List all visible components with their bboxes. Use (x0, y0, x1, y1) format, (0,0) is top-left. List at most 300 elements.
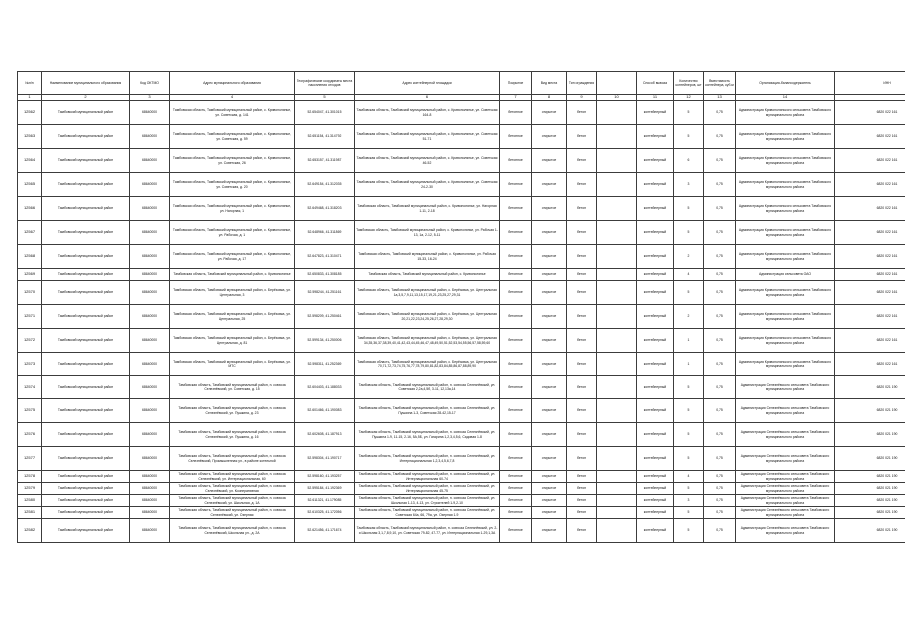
blank-cell (597, 173, 637, 197)
municipality-address: Тамбовская область, Тамбовский муниципальный район, с. Кривополянье, ул. Советская, д. 59 (170, 125, 295, 149)
surface: бетонное (500, 101, 532, 125)
row-number: 12582 (18, 519, 42, 543)
table-row (18, 471, 905, 483)
site-address: Тамбовская область, Тамбовский муниципальный район, с. Кривополянье, ул. Советская 46-52 (355, 149, 500, 173)
container-count: 5 (674, 125, 704, 149)
container-volume: 0,75 (704, 281, 736, 305)
site-address: Тамбовская область, Тамбовский муниципальный район, с. Кривополянье, ул. Советская 164-8 (355, 101, 500, 125)
fence-type: бетон (567, 245, 597, 269)
site-type: открытое (532, 101, 567, 125)
balance-holder: Администрация Кривополянского сельсовета Тамбовского муниципального района (736, 221, 835, 245)
blank-cell (597, 507, 637, 519)
site-type: открытое (532, 269, 567, 281)
municipality-address: Тамбовская область, Тамбовский муниципальный район, п. совхоза Селезнёвский, ул. Кооперативная (170, 483, 295, 495)
inn-code: 6820 021 190 (835, 519, 905, 543)
table-row (18, 495, 905, 507)
site-address: Тамбовская область, Тамбовский муниципальный район, п. совхоза Селезнёвский, ул. Пушкина 1-3, Советская 28-42,15-17 (355, 399, 500, 423)
header-cell: Наименование муниципального образования (42, 72, 130, 95)
oktmo-code: 68640000 (130, 269, 170, 281)
municipality: Тамбовский муниципальный район (42, 101, 130, 125)
column-number: 3 (130, 95, 170, 101)
balance-holder: Администрация Селезнёвского сельсовета Тамбовского муниципального района (736, 483, 835, 495)
column-number: 7 (500, 95, 532, 101)
balance-holder: Администрация Селезнёвского сельсовета Тамбовского муниципального района (736, 507, 835, 519)
container-count: 1 (674, 353, 704, 376)
coordinates: 52.598160, 41.193257 (295, 471, 355, 483)
oktmo-code: 68640000 (130, 281, 170, 305)
column-number: 11 (637, 95, 674, 101)
blank-cell (597, 125, 637, 149)
column-number: 10 (597, 95, 637, 101)
inn-code: 6820 021 190 (835, 507, 905, 519)
column-number: 14 (736, 95, 835, 101)
fence-type: бетон (567, 399, 597, 423)
table-row (18, 149, 905, 173)
row-number: 12567 (18, 221, 42, 245)
container-volume: 0,75 (704, 495, 736, 507)
coordinates: 52.654047, 41.301015 (295, 101, 355, 125)
inn-code: 6820 022 161 (835, 305, 905, 329)
oktmo-code: 68640000 (130, 507, 170, 519)
container-count: 4 (674, 471, 704, 483)
site-address: Тамбовская область, Тамбовский муниципальный район, с. Берёзовка, ул. Центральная 70,71,72,73,74,75,76,77,78,79,80,81,82,83,84,85,86,87,88,89,90 (355, 353, 500, 376)
column-number: 8 (532, 95, 567, 101)
fence-type: бетон (567, 495, 597, 507)
municipality-address: Тамбовская область, Тамбовский муниципальный район, п. совхоза Селезнёвский, ул. Пушкина, д. 16 (170, 423, 295, 447)
coordinates: 52.649154, 41.312035 (295, 173, 355, 197)
oktmo-code: 68640000 (130, 376, 170, 399)
blank-cell (597, 423, 637, 447)
balance-holder: Администрация сельсовета ОАО (736, 269, 835, 281)
municipality: Тамбовский муниципальный район (42, 495, 130, 507)
municipality: Тамбовский муниципальный район (42, 447, 130, 471)
collection-method: контейнерный (637, 269, 674, 281)
oktmo-code: 68640000 (130, 471, 170, 483)
site-address: Тамбовская область, Тамбовский муниципальный район, с. Кривополянье, ул. Нагорная 1-11, 2-18 (355, 197, 500, 221)
municipality-address: Тамбовская область, Тамбовский муниципальный район, с. Кривополянье, ул. Советская, 26 (170, 149, 295, 173)
site-type: открытое (532, 483, 567, 495)
site-type: открытое (532, 471, 567, 483)
blank-cell (597, 245, 637, 269)
oktmo-code: 68640000 (130, 125, 170, 149)
site-type: открытое (532, 447, 567, 471)
row-number: 12577 (18, 447, 42, 471)
blank-cell (597, 519, 637, 543)
site-address: Тамбовская область, Тамбовский муниципальный район, с. Кривополянье, ул. Рабочая 1-13, 1а, 2-12, 5-11 (355, 221, 500, 245)
site-address: Тамбовская область, Тамбовский муниципальный район, п. совхоза Селезнёвский, ул. Интернациональная 1,2,3,4,5,6,7,8 (355, 447, 500, 471)
balance-holder: Администрация Селезнёвского сельсовета Тамбовского муниципального района (736, 447, 835, 471)
fence-type: бетон (567, 197, 597, 221)
collection-method: контейнерный (637, 305, 674, 329)
oktmo-code: 68640000 (130, 399, 170, 423)
blank-cell (597, 471, 637, 483)
header-cell: №п/п (18, 72, 42, 95)
container-count: 5 (674, 423, 704, 447)
coordinates: 52.602608, 41.187913 (295, 423, 355, 447)
coordinates: 52.649468, 41.318203 (295, 197, 355, 221)
site-type: открытое (532, 329, 567, 353)
site-type: открытое (532, 221, 567, 245)
coordinates: 52.650833, 41.308185 (295, 269, 355, 281)
coordinates: 52.647823, 41.310471 (295, 245, 355, 269)
collection-method: контейнерный (637, 399, 674, 423)
container-volume: 0,75 (704, 173, 736, 197)
site-address: Тамбовская область, Тамбовский муниципальный район, с. Кривополянье, ул. Рабочая 15-33, 16-24 (355, 245, 500, 269)
collection-method: контейнерный (637, 483, 674, 495)
site-address: Тамбовская область, Тамбовский муниципальный район, п. совхоза Селезнёвский, ул. Школьная 1-13, 4-13, ул. Строителей 1-9,2-10 (355, 495, 500, 507)
container-count: 5 (674, 447, 704, 471)
container-volume: 0,75 (704, 221, 736, 245)
balance-holder: Администрация Кривополянского сельсовета Тамбовского муниципального района (736, 245, 835, 269)
column-number: 4 (170, 95, 295, 101)
surface: бетонное (500, 281, 532, 305)
fence-type: бетон (567, 269, 597, 281)
surface: бетонное (500, 507, 532, 519)
oktmo-code: 68640000 (130, 173, 170, 197)
fence-type: бетон (567, 447, 597, 471)
container-count: 3 (674, 173, 704, 197)
row-number: 12578 (18, 471, 42, 483)
table-row (18, 173, 905, 197)
container-count: 5 (674, 281, 704, 305)
coordinates: 52.648966, 41.311869 (295, 221, 355, 245)
municipality: Тамбовский муниципальный район (42, 197, 130, 221)
fence-type: бетон (567, 519, 597, 543)
surface: бетонное (500, 423, 532, 447)
container-volume: 0,75 (704, 101, 736, 125)
blank-cell (597, 149, 637, 173)
municipality-address: Тамбовская область, Тамбовский муниципальный район, п. совхоза Селезнёвский, ул. Школьная, д. 1А (170, 495, 295, 507)
surface: бетонное (500, 245, 532, 269)
row-number: 12575 (18, 399, 42, 423)
container-volume: 0,75 (704, 329, 736, 353)
table-row (18, 519, 905, 543)
table-body (18, 101, 905, 543)
inn-code: 6820 022 161 (835, 173, 905, 197)
row-number: 12574 (18, 376, 42, 399)
oktmo-code: 68640000 (130, 329, 170, 353)
container-count: 5 (674, 101, 704, 125)
oktmo-code: 68640000 (130, 197, 170, 221)
site-address: Тамбовская область, Тамбовский муниципальный район, п. совхоза Селезнёвский, ул. Советская 64а, 66, 79а, ул. Озерная 1-9 (355, 507, 500, 519)
municipality: Тамбовский муниципальный район (42, 423, 130, 447)
surface: бетонное (500, 173, 532, 197)
table-row (18, 305, 905, 329)
inn-code: 6820 021 190 (835, 483, 905, 495)
municipality: Тамбовский муниципальный район (42, 519, 130, 543)
surface: бетонное (500, 125, 532, 149)
site-type: открытое (532, 423, 567, 447)
row-number: 12573 (18, 353, 42, 376)
oktmo-code: 68640000 (130, 353, 170, 376)
container-count: 6 (674, 149, 704, 173)
municipality-address: Тамбовская область, Тамбовский муниципальный район, с. Кривополянье, ул. Нагорная, 1 (170, 197, 295, 221)
registry-table (17, 71, 905, 543)
balance-holder: Администрация Селезнёвского сельсовета Тамбовского муниципального района (736, 495, 835, 507)
oktmo-code: 68640000 (130, 495, 170, 507)
site-type: открытое (532, 245, 567, 269)
table-row (18, 447, 905, 471)
inn-code: 6820 022 161 (835, 149, 905, 173)
collection-method: контейнерный (637, 495, 674, 507)
inn-code: 6820 022 161 (835, 101, 905, 125)
container-volume: 0,75 (704, 519, 736, 543)
inn-code: 6820 022 161 (835, 329, 905, 353)
inn-code: 6820 022 161 (835, 125, 905, 149)
site-address: Тамбовская область, Тамбовский муниципальный район, с. Кривополянье (355, 269, 500, 281)
surface: бетонное (500, 353, 532, 376)
container-volume: 0,75 (704, 423, 736, 447)
fence-type: бетон (567, 125, 597, 149)
coordinates: 52.621456, 41.171674 (295, 519, 355, 543)
container-count: 4 (674, 269, 704, 281)
municipality: Тамбовский муниципальный район (42, 305, 130, 329)
blank-cell (597, 221, 637, 245)
coordinates: 52.611321, 41.179085 (295, 495, 355, 507)
table-row (18, 245, 905, 269)
collection-method: контейнерный (637, 245, 674, 269)
container-volume: 0,75 (704, 353, 736, 376)
row-number: 12563 (18, 125, 42, 149)
row-number: 12580 (18, 495, 42, 507)
coordinates: 52.601466, 41.190083 (295, 399, 355, 423)
header-cell: Географические координаты места накопления отходов (295, 72, 355, 95)
surface: бетонное (500, 447, 532, 471)
table-row (18, 507, 905, 519)
surface: бетонное (500, 471, 532, 483)
municipality-address: Тамбовская область, Тамбовский муниципальный район, п. совхоза Селезнёвский, ул. Пушкина, д. 23 (170, 399, 295, 423)
balance-holder: Администрация Селезнёвского сельсовета Тамбовского муниципального района (736, 423, 835, 447)
oktmo-code: 68640000 (130, 101, 170, 125)
municipality-address: Тамбовская область, Тамбовский муниципальный район, с. Кривополянье (170, 269, 295, 281)
oktmo-code: 68640000 (130, 149, 170, 173)
balance-holder: Администрация Кривополянского сельсовета Тамбовского муниципального района (736, 197, 835, 221)
balance-holder: Администрация Селезнёвского сельсовета Тамбовского муниципального района (736, 399, 835, 423)
coordinates: 52.653157, 41.311987 (295, 149, 355, 173)
municipality: Тамбовский муниципальный район (42, 149, 130, 173)
site-address: Тамбовская область, Тамбовский муниципальный район, с. Кривополянье, ул. Советская 51-71 (355, 125, 500, 149)
surface: бетонное (500, 376, 532, 399)
fence-type: бетон (567, 305, 597, 329)
surface: бетонное (500, 519, 532, 543)
container-volume: 0,75 (704, 447, 736, 471)
container-count: 5 (674, 197, 704, 221)
container-volume: 0,75 (704, 399, 736, 423)
fence-type: бетон (567, 101, 597, 125)
inn-code: 6820 022 161 (835, 269, 905, 281)
municipality-address: Тамбовская область, Тамбовский муниципальный район, п. совхоза Селезнёвский, Школьная ул., д. 2А (170, 519, 295, 543)
table-row (18, 329, 905, 353)
site-address: Тамбовская область, Тамбовский муниципальный район, п. совхоза Селезнёвский, ул. Советская 2,2а,4,5б, 3-11, 12,13а,14 (355, 376, 500, 399)
municipality: Тамбовский муниципальный район (42, 329, 130, 353)
blank-cell (597, 353, 637, 376)
collection-method: контейнерный (637, 221, 674, 245)
collection-method: контейнерный (637, 101, 674, 125)
municipality: Тамбовский муниципальный район (42, 483, 130, 495)
row-number: 12579 (18, 483, 42, 495)
site-type: открытое (532, 149, 567, 173)
municipality-address: Тамбовская область, Тамбовский муниципальный район, п. совхоза Селезнёвский, ул. Интернациональная, 60 (170, 471, 295, 483)
container-volume: 0,75 (704, 471, 736, 483)
site-type: открытое (532, 353, 567, 376)
inn-code: 6820 021 190 (835, 399, 905, 423)
oktmo-code: 68640000 (130, 483, 170, 495)
column-number: 12 (674, 95, 704, 101)
table-row (18, 269, 905, 281)
container-count: 2 (674, 305, 704, 329)
municipality: Тамбовский муниципальный район (42, 221, 130, 245)
municipality: Тамбовский муниципальный район (42, 245, 130, 269)
table-row (18, 221, 905, 245)
table-row (18, 281, 905, 305)
fence-type: бетон (567, 329, 597, 353)
collection-method: контейнерный (637, 329, 674, 353)
header-cell: Организация-балансодержатель (736, 72, 835, 95)
column-number: 2 (42, 95, 130, 101)
balance-holder: Администрация Селезнёвского сельсовета Тамбовского муниципального района (736, 376, 835, 399)
table-row (18, 353, 905, 376)
container-volume: 0,75 (704, 305, 736, 329)
oktmo-code: 68640000 (130, 305, 170, 329)
row-number: 12568 (18, 245, 42, 269)
oktmo-code: 68640000 (130, 245, 170, 269)
header-cell: Способ вывоза (637, 72, 674, 95)
column-number: 6 (355, 95, 500, 101)
collection-method: контейнерный (637, 519, 674, 543)
collection-method: контейнерный (637, 281, 674, 305)
site-address: Тамбовская область, Тамбовский муниципальный район, с. Берёзовка, ул. Центральная 20,21,22,23,24,25,26,27,28,29,30 (355, 305, 500, 329)
balance-holder: Администрация Селезнёвского сельсовета Тамбовского муниципального района (736, 519, 835, 543)
municipality-address: Тамбовская область, Тамбовский муниципальный район, с. Берёзовка, ул. Центральная, 25 (170, 305, 295, 329)
column-number: 5 (295, 95, 355, 101)
coordinates: 52.610325, 41.172056 (295, 507, 355, 519)
municipality-address: Тамбовская область, Тамбовский муниципальный район, с. Берёзовка, ул. Центральная, 3 (170, 281, 295, 305)
coordinates: 52.599134, 41.250006 (295, 329, 355, 353)
municipality-address: Тамбовская область, Тамбовский муниципальный район, с. Берёзовка, ул. Центральная, д. 81 (170, 329, 295, 353)
row-number: 12569 (18, 269, 42, 281)
collection-method: контейнерный (637, 173, 674, 197)
oktmo-code: 68640000 (130, 221, 170, 245)
municipality: Тамбовский муниципальный район (42, 269, 130, 281)
collection-method: контейнерный (637, 353, 674, 376)
inn-code: 6820 021 190 (835, 376, 905, 399)
fence-type: бетон (567, 483, 597, 495)
container-count: 5 (674, 483, 704, 495)
municipality-address: Тамбовская область, Тамбовский муниципальный район, с. Кривополянье, ул. Рабочая, д. 17 (170, 245, 295, 269)
site-type: открытое (532, 376, 567, 399)
row-number: 12571 (18, 305, 42, 329)
row-number: 12570 (18, 281, 42, 305)
fence-type: бетон (567, 353, 597, 376)
municipality-address: Тамбовская область, Тамбовский муниципальный район, с. Кривополянье, ул. Рабочая, д. 1 (170, 221, 295, 245)
inn-code: 6820 022 161 (835, 281, 905, 305)
container-volume: 0,75 (704, 125, 736, 149)
fence-type: бетон (567, 221, 597, 245)
site-address: Тамбовская область, Тамбовский муниципальный район, с. Кривополянье, ул. Советская 24-2-30 (355, 173, 500, 197)
container-volume: 0,75 (704, 483, 736, 495)
row-number: 12566 (18, 197, 42, 221)
site-type: открытое (532, 507, 567, 519)
municipality: Тамбовский муниципальный район (42, 281, 130, 305)
site-address: Тамбовская область, Тамбовский муниципальный район, п. совхоза Селезнёвский, ул. 2-я Школьная 3,1,7,8,9,10, ул. Советская 79-82, 47-77, ул. Интернациональная 1-29,1,3А (355, 519, 500, 543)
collection-method: контейнерный (637, 125, 674, 149)
header-cell: Покрытие (500, 72, 532, 95)
table-row (18, 125, 905, 149)
collection-method: контейнерный (637, 507, 674, 519)
municipality: Тамбовский муниципальный район (42, 125, 130, 149)
inn-code: 6820 021 190 (835, 447, 905, 471)
header-cell: Адрес муниципального образования (170, 72, 295, 95)
oktmo-code: 68640000 (130, 423, 170, 447)
oktmo-code: 68640000 (130, 447, 170, 471)
blank-cell (597, 197, 637, 221)
header-cell: Количество контейнеров, шт (674, 72, 704, 95)
site-address: Тамбовская область, Тамбовский муниципальный район, с. Берёзовка, ул. Центральная 1а,3,5,7,9,11,13,15,17,19,21,23,25,27,29,31 (355, 281, 500, 305)
container-count: 5 (674, 221, 704, 245)
container-volume: 0,75 (704, 376, 736, 399)
header-cell: ИНН (835, 72, 905, 95)
container-count: 1 (674, 329, 704, 353)
balance-holder: Администрация Кривополянского сельсовета Тамбовского муниципального района (736, 101, 835, 125)
container-volume: 0,75 (704, 245, 736, 269)
site-type: открытое (532, 519, 567, 543)
surface: бетонное (500, 197, 532, 221)
balance-holder: Администрация Кривополянского сельсовета Тамбовского муниципального района (736, 305, 835, 329)
header-cell: Вид места (532, 72, 567, 95)
fence-type: бетон (567, 423, 597, 447)
container-count: 2 (674, 245, 704, 269)
surface: бетонное (500, 495, 532, 507)
balance-holder: Администрация Кривополянского сельсовета Тамбовского муниципального района (736, 173, 835, 197)
header-cell: Код ОКТМО (130, 72, 170, 95)
fence-type: бетон (567, 149, 597, 173)
table-row (18, 399, 905, 423)
coordinates: 52.598311, 41.252369 (295, 353, 355, 376)
inn-code: 6820 021 190 (835, 423, 905, 447)
balance-holder: Администрация Селезнёвского сельсовета Тамбовского муниципального района (736, 471, 835, 483)
blank-cell (597, 329, 637, 353)
coordinates: 52.651154, 41.314792 (295, 125, 355, 149)
site-type: открытое (532, 197, 567, 221)
inn-code: 6820 022 161 (835, 353, 905, 376)
site-address: Тамбовская область, Тамбовский муниципальный район, п. совхоза Селезнёвский, ул. Пушкина 1-9, 11-15, 2-16, 5А,5Б, ул. Гагарина 1,2,3,4,5,6, Садовая 1-8 (355, 423, 500, 447)
container-count: 5 (674, 376, 704, 399)
table-row (18, 423, 905, 447)
balance-holder: Администрация Кривополянского сельсовета Тамбовского муниципального района (736, 329, 835, 353)
container-count: 5 (674, 399, 704, 423)
site-address: Тамбовская область, Тамбовский муниципальный район, п. совхоза Селезнёвский, ул. Интернациональная 45-75 (355, 483, 500, 495)
column-number: 9 (567, 95, 597, 101)
row-number: 12572 (18, 329, 42, 353)
balance-holder: Администрация Кривополянского сельсовета Тамбовского муниципального района (736, 281, 835, 305)
fence-type: бетон (567, 173, 597, 197)
site-type: открытое (532, 495, 567, 507)
collection-method: контейнерный (637, 197, 674, 221)
surface: бетонное (500, 149, 532, 173)
surface: бетонное (500, 329, 532, 353)
blank-cell (597, 305, 637, 329)
header-cell (597, 72, 637, 95)
coordinates: 52.598304, 41.190717 (295, 447, 355, 471)
fence-type: бетон (567, 281, 597, 305)
municipality: Тамбовский муниципальный район (42, 399, 130, 423)
balance-holder: Администрация Кривополянского сельсовета Тамбовского муниципального района (736, 353, 835, 376)
site-type: открытое (532, 281, 567, 305)
coordinates: 52.604403, 41.188033 (295, 376, 355, 399)
surface: бетонное (500, 305, 532, 329)
inn-code: 6820 021 190 (835, 471, 905, 483)
coordinates: 52.595184, 41.192369 (295, 483, 355, 495)
